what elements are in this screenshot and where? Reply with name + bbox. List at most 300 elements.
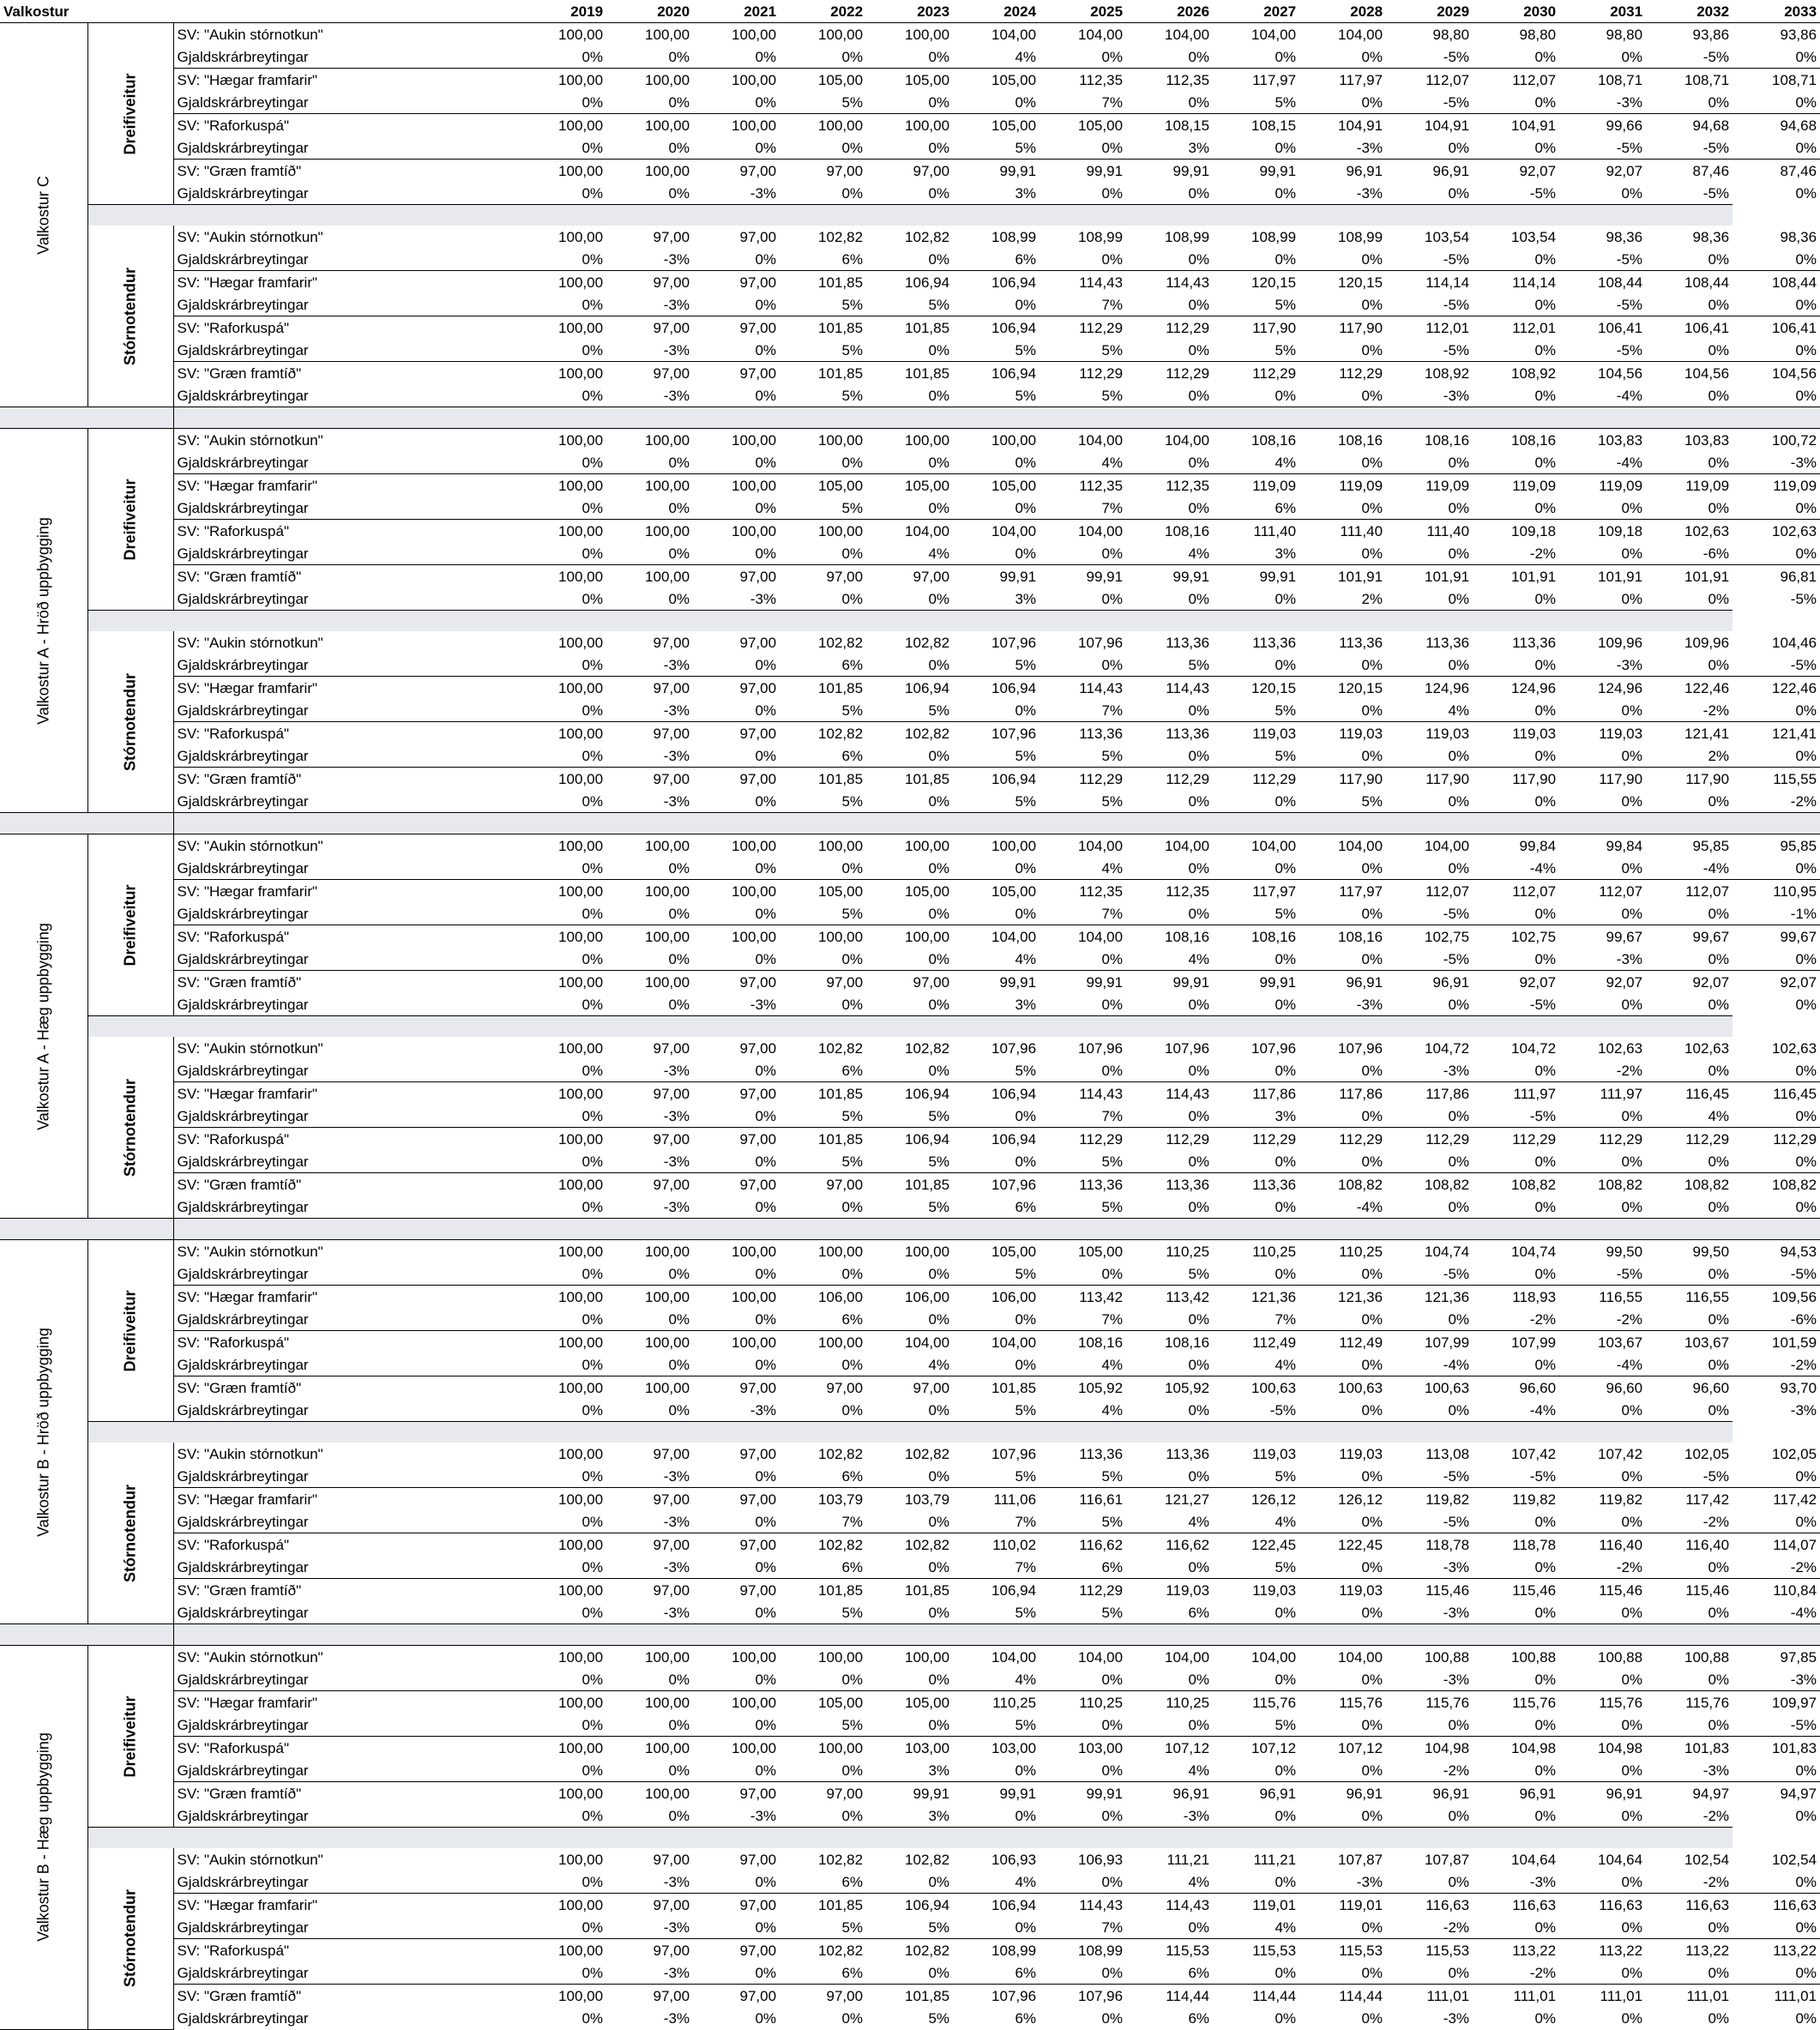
change-label[interactable]: Gjaldskrárbreytingar	[173, 339, 520, 362]
value-cell[interactable]: 98,80	[1606, 26, 1643, 43]
value-cell[interactable]: 104,98	[1386, 1737, 1473, 1760]
value-cell[interactable]: 99,91	[953, 160, 1040, 183]
value-cell[interactable]: 97,00	[693, 971, 780, 994]
value-cell[interactable]: 116,63	[1386, 1894, 1473, 1917]
value-cell[interactable]: 92,07	[1646, 971, 1733, 994]
value-cell[interactable]: 104,00	[866, 520, 953, 543]
change-cell[interactable]: 5%	[1015, 1265, 1037, 1282]
value-cell[interactable]: 119,01	[1213, 1894, 1299, 1917]
change-cell[interactable]: 0%	[1708, 1558, 1730, 1575]
value-cell[interactable]: 104,00	[1078, 431, 1124, 449]
change-cell[interactable]: 0%	[1015, 1919, 1037, 1936]
change-label[interactable]: Gjaldskrárbreytingar	[173, 1668, 520, 1691]
value-cell[interactable]: 121,36	[1213, 1286, 1299, 1309]
value-cell[interactable]: 96,91	[1299, 1782, 1386, 1805]
value-cell[interactable]: 96,91	[1473, 1782, 1559, 1805]
value-cell[interactable]: 100,00	[606, 1737, 693, 1760]
scenario-label[interactable]: SV: "Hægar framfarir"	[173, 1286, 520, 1309]
change-cell[interactable]: 0%	[1361, 1762, 1383, 1779]
value-cell[interactable]: 101,83	[1733, 1737, 1820, 1760]
value-cell[interactable]: 108,99	[953, 1939, 1040, 1962]
change-label[interactable]: Gjaldskrárbreytingar	[173, 1059, 520, 1082]
value-cell[interactable]: 96,60	[1646, 1376, 1733, 1400]
change-cell[interactable]: 6%	[841, 250, 864, 268]
change-cell[interactable]: -5%	[1702, 139, 1730, 156]
value-cell[interactable]: 106,41	[1559, 316, 1646, 340]
value-cell[interactable]: 99,91	[1213, 160, 1299, 183]
value-cell[interactable]: 100,00	[520, 565, 606, 588]
change-cell[interactable]: 5%	[1188, 1265, 1210, 1282]
change-cell[interactable]: 0%	[1188, 499, 1210, 516]
value-cell[interactable]: 100,00	[693, 1737, 780, 1760]
change-cell[interactable]: 0%	[668, 905, 690, 922]
value-cell[interactable]: 119,09	[1386, 474, 1473, 497]
value-cell[interactable]: 121,41	[1646, 722, 1733, 745]
value-cell[interactable]: 100,00	[520, 925, 606, 949]
value-cell[interactable]: 98,36	[1606, 228, 1643, 245]
value-cell[interactable]: 105,00	[780, 474, 866, 497]
value-cell[interactable]: 100,00	[780, 520, 866, 543]
value-cell[interactable]: 111,21	[1166, 1851, 1210, 1868]
value-cell[interactable]: 112,29	[1126, 316, 1213, 340]
change-cell[interactable]: 0%	[1534, 1558, 1557, 1575]
header-year[interactable]: 2022	[780, 0, 866, 23]
change-label[interactable]: Gjaldskrárbreytingar	[173, 1714, 520, 1737]
value-cell[interactable]: 109,18	[1559, 520, 1646, 543]
header-year[interactable]: 2020	[606, 0, 693, 23]
change-cell[interactable]: 0%	[928, 747, 950, 764]
change-cell[interactable]: 0%	[755, 1919, 777, 1936]
change-cell[interactable]: -3%	[663, 702, 690, 719]
value-cell[interactable]: 115,76	[1559, 1691, 1646, 1714]
value-cell[interactable]: 100,63	[1299, 1376, 1386, 1400]
change-cell[interactable]: 0%	[755, 1873, 777, 1890]
value-cell[interactable]: 113,36	[1425, 634, 1470, 651]
value-cell[interactable]: 110,25	[953, 1691, 1040, 1714]
value-cell[interactable]: 108,44	[1559, 271, 1646, 294]
change-cell[interactable]: 0%	[1795, 1198, 1817, 1215]
value-cell[interactable]: 100,00	[520, 271, 606, 294]
value-cell[interactable]: 97,00	[606, 1579, 693, 1602]
change-cell[interactable]: 0%	[755, 1310, 777, 1328]
change-cell[interactable]: 0%	[1101, 950, 1124, 967]
value-cell[interactable]: 100,00	[693, 925, 780, 949]
change-cell[interactable]: 0%	[1101, 545, 1124, 562]
value-cell[interactable]: 117,97	[1299, 880, 1386, 903]
change-cell[interactable]: 0%	[668, 93, 690, 111]
value-cell[interactable]: 100,00	[818, 1243, 864, 1260]
change-cell[interactable]: 0%	[755, 950, 777, 967]
change-cell[interactable]: 0%	[582, 184, 604, 202]
change-cell[interactable]: 0%	[1101, 139, 1124, 156]
value-cell[interactable]: 100,72	[1772, 431, 1817, 449]
change-cell[interactable]: 0%	[1448, 454, 1470, 471]
value-cell[interactable]: 99,91	[1126, 971, 1213, 994]
value-cell[interactable]: 104,56	[1733, 362, 1820, 385]
change-cell[interactable]: 0%	[1448, 1873, 1470, 1890]
value-cell[interactable]: 117,90	[1299, 768, 1386, 791]
change-cell[interactable]: 0%	[1188, 296, 1210, 313]
header-year[interactable]: 2027	[1213, 0, 1299, 23]
change-cell[interactable]: 0%	[1795, 1873, 1817, 1890]
value-cell[interactable]: 97,00	[693, 1488, 780, 1511]
scenario-label[interactable]: SV: "Hægar framfarir"	[173, 677, 520, 700]
value-cell[interactable]: 117,42	[1733, 1488, 1820, 1511]
change-label[interactable]: Gjaldskrárbreytingar	[173, 2007, 520, 2029]
change-cell[interactable]: 0%	[928, 139, 950, 156]
value-cell[interactable]: 115,76	[1473, 1691, 1559, 1714]
change-cell[interactable]: 0%	[1621, 1964, 1643, 1981]
change-cell[interactable]: -2%	[1529, 1310, 1557, 1328]
change-cell[interactable]: 0%	[1361, 545, 1383, 562]
change-label[interactable]: Gjaldskrárbreytingar	[173, 1759, 520, 1782]
change-cell[interactable]: 0%	[1361, 1107, 1383, 1124]
value-cell[interactable]: 105,00	[780, 1691, 866, 1714]
value-cell[interactable]: 113,36	[1252, 634, 1297, 651]
change-cell[interactable]: 0%	[1275, 1964, 1297, 1981]
value-cell[interactable]: 97,00	[693, 1128, 780, 1151]
value-cell[interactable]: 107,87	[1425, 1851, 1470, 1868]
change-cell[interactable]: 0%	[1534, 1356, 1557, 1373]
header-year[interactable]: 2024	[953, 0, 1040, 23]
change-cell[interactable]: -3%	[1443, 1604, 1470, 1621]
value-cell[interactable]: 119,03	[1299, 722, 1386, 745]
change-label[interactable]: Gjaldskrárbreytingar	[173, 1870, 520, 1894]
value-cell[interactable]: 106,00	[953, 1286, 1040, 1309]
change-cell[interactable]: 7%	[1101, 296, 1124, 313]
value-cell[interactable]: 112,29	[1040, 1579, 1126, 1602]
change-cell[interactable]: 0%	[582, 656, 604, 673]
value-cell[interactable]: 109,96	[1598, 634, 1643, 651]
scenario-label[interactable]: SV: "Hægar framfarir"	[173, 1488, 520, 1511]
value-cell[interactable]: 100,00	[558, 1243, 604, 1260]
change-cell[interactable]: 7%	[1101, 1310, 1124, 1328]
change-cell[interactable]: 6%	[1015, 2009, 1037, 2027]
value-cell[interactable]: 107,96	[991, 634, 1037, 651]
change-cell[interactable]: 0%	[1795, 1762, 1817, 1779]
value-cell[interactable]: 100,00	[520, 1173, 606, 1196]
change-cell[interactable]: 0%	[1534, 387, 1557, 404]
change-cell[interactable]: 0%	[1708, 1716, 1730, 1733]
value-cell[interactable]: 101,85	[780, 271, 866, 294]
value-cell[interactable]: 108,71	[1733, 69, 1820, 92]
value-cell[interactable]: 97,00	[739, 1851, 777, 1868]
value-cell[interactable]: 104,00	[1165, 1648, 1210, 1666]
value-cell[interactable]: 100,00	[818, 837, 864, 854]
change-label[interactable]: Gjaldskrárbreytingar	[173, 248, 520, 271]
value-cell[interactable]: 104,98	[1473, 1737, 1559, 1760]
change-cell[interactable]: 0%	[1275, 184, 1297, 202]
value-cell[interactable]: 109,97	[1733, 1691, 1820, 1714]
change-cell[interactable]: 3%	[1275, 545, 1297, 562]
change-cell[interactable]: 0%	[1188, 1716, 1210, 1733]
change-cell[interactable]: -3%	[750, 1807, 777, 1824]
value-cell[interactable]: 92,07	[1473, 160, 1559, 183]
value-cell[interactable]: 101,91	[1299, 565, 1386, 588]
value-cell[interactable]: 121,41	[1733, 722, 1820, 745]
change-cell[interactable]: 0%	[582, 1762, 604, 1779]
change-cell[interactable]: -3%	[663, 792, 690, 810]
change-cell[interactable]: 0%	[582, 1401, 604, 1419]
scenario-label[interactable]: SV: "Aukin stórnotkun"	[173, 1646, 520, 1669]
value-cell[interactable]: 93,70	[1733, 1376, 1820, 1400]
value-cell[interactable]: 103,54	[1425, 228, 1470, 245]
value-cell[interactable]: 110,25	[1166, 1243, 1210, 1260]
value-cell[interactable]: 100,00	[520, 316, 606, 340]
change-cell[interactable]: 0%	[1795, 1964, 1817, 1981]
change-cell[interactable]: 0%	[1361, 1062, 1383, 1079]
value-cell[interactable]: 100,00	[520, 1331, 606, 1354]
value-cell[interactable]: 114,07	[1733, 1533, 1820, 1557]
value-cell[interactable]: 97,00	[606, 1894, 693, 1917]
change-cell[interactable]: 0%	[668, 184, 690, 202]
value-cell[interactable]: 101,85	[780, 1082, 866, 1105]
value-cell[interactable]: 112,49	[1299, 1331, 1386, 1354]
value-cell[interactable]: 96,91	[1213, 1782, 1299, 1805]
value-cell[interactable]: 102,63	[1772, 1039, 1817, 1057]
value-cell[interactable]: 97,00	[693, 722, 780, 745]
change-cell[interactable]: 0%	[1275, 250, 1297, 268]
change-cell[interactable]: 0%	[668, 1401, 690, 1419]
change-cell[interactable]: 0%	[1621, 1107, 1643, 1124]
value-cell[interactable]: 119,09	[1473, 474, 1559, 497]
change-cell[interactable]: 5%	[841, 93, 864, 111]
change-label[interactable]: Gjaldskrárbreytingar	[173, 654, 520, 677]
change-label[interactable]: Gjaldskrárbreytingar	[173, 1510, 520, 1533]
value-cell[interactable]: 100,00	[645, 1243, 690, 1260]
change-cell[interactable]: 0%	[1448, 1401, 1470, 1419]
change-cell[interactable]: 0%	[1708, 950, 1730, 967]
change-label[interactable]: Gjaldskrárbreytingar	[173, 1308, 520, 1331]
change-cell[interactable]: 0%	[1101, 1964, 1124, 1981]
value-cell[interactable]: 99,91	[1126, 160, 1213, 183]
value-cell[interactable]: 124,96	[1386, 677, 1473, 700]
change-cell[interactable]: 0%	[1275, 1062, 1297, 1079]
change-cell[interactable]: 0%	[1534, 792, 1557, 810]
change-cell[interactable]: 0%	[1015, 1762, 1037, 1779]
value-cell[interactable]: 113,36	[1213, 1173, 1299, 1196]
value-cell[interactable]: 104,56	[1559, 362, 1646, 385]
change-cell[interactable]: 0%	[1188, 93, 1210, 111]
change-cell[interactable]: 0%	[841, 2009, 864, 2027]
change-cell[interactable]: -5%	[1443, 905, 1470, 922]
change-cell[interactable]: 5%	[841, 1716, 864, 1733]
value-cell[interactable]: 108,16	[1251, 431, 1297, 449]
change-cell[interactable]: 0%	[1361, 1807, 1383, 1824]
value-cell[interactable]: 99,66	[1559, 114, 1646, 137]
value-cell[interactable]: 108,71	[1646, 69, 1733, 92]
change-cell[interactable]: 0%	[582, 859, 604, 876]
value-cell[interactable]: 101,85	[866, 768, 953, 791]
value-cell[interactable]: 96,81	[1733, 565, 1820, 588]
scenario-label[interactable]: SV: "Raforkuspá"	[173, 1939, 520, 1962]
change-label[interactable]: Gjaldskrárbreytingar	[173, 857, 520, 880]
change-cell[interactable]: 0%	[755, 1762, 777, 1779]
change-cell[interactable]: 5%	[841, 387, 864, 404]
value-cell[interactable]: 108,16	[1126, 520, 1213, 543]
change-cell[interactable]: 0%	[841, 139, 864, 156]
value-cell[interactable]: 119,03	[1252, 1445, 1297, 1462]
value-cell[interactable]: 119,82	[1559, 1488, 1646, 1511]
value-cell[interactable]: 99,91	[1213, 565, 1299, 588]
change-cell[interactable]: 5%	[1015, 1604, 1037, 1621]
change-cell[interactable]: -4%	[1529, 1401, 1557, 1419]
value-cell[interactable]: 111,21	[1253, 1851, 1297, 1868]
value-cell[interactable]: 97,00	[866, 971, 953, 994]
change-cell[interactable]: 0%	[1188, 702, 1210, 719]
change-cell[interactable]: 0%	[1708, 499, 1730, 516]
change-cell[interactable]: 0%	[1534, 1604, 1557, 1621]
change-cell[interactable]: -3%	[1790, 454, 1817, 471]
value-cell[interactable]: 112,35	[1126, 474, 1213, 497]
value-cell[interactable]: 99,67	[1733, 925, 1820, 949]
change-cell[interactable]: 0%	[928, 93, 950, 111]
change-cell[interactable]: 0%	[1188, 1919, 1210, 1936]
scenario-label[interactable]: SV: "Hægar framfarir"	[173, 1082, 520, 1105]
change-cell[interactable]: 0%	[755, 1671, 777, 1688]
value-cell[interactable]: 104,00	[991, 26, 1037, 43]
change-cell[interactable]: -5%	[1616, 296, 1643, 313]
change-cell[interactable]: 6%	[1101, 1558, 1124, 1575]
value-cell[interactable]: 117,90	[1299, 316, 1386, 340]
value-cell[interactable]: 100,00	[520, 1691, 606, 1714]
value-cell[interactable]: 100,00	[606, 1376, 693, 1400]
change-label[interactable]: Gjaldskrárbreytingar	[173, 1465, 520, 1488]
change-cell[interactable]: 0%	[841, 454, 864, 471]
change-cell[interactable]: 0%	[1188, 250, 1210, 268]
value-cell[interactable]: 100,00	[606, 971, 693, 994]
change-cell[interactable]: 0%	[1188, 1671, 1210, 1688]
value-cell[interactable]: 101,91	[1386, 565, 1473, 588]
change-cell[interactable]: 0%	[582, 1107, 604, 1124]
change-cell[interactable]: -2%	[1702, 1873, 1730, 1890]
change-cell[interactable]: -5%	[1443, 341, 1470, 358]
change-cell[interactable]: 0%	[1188, 590, 1210, 607]
change-cell[interactable]: 0%	[1101, 250, 1124, 268]
change-cell[interactable]: 0%	[1621, 792, 1643, 810]
change-cell[interactable]: -3%	[663, 1513, 690, 1530]
value-cell[interactable]: 113,36	[1339, 634, 1383, 651]
change-cell[interactable]: 0%	[1534, 905, 1557, 922]
change-cell[interactable]: -3%	[1356, 184, 1383, 202]
header-year[interactable]: 2021	[693, 0, 780, 23]
change-cell[interactable]: 6%	[841, 1873, 864, 1890]
change-cell[interactable]: 0%	[1361, 1558, 1383, 1575]
value-cell[interactable]: 104,74	[1425, 1243, 1470, 1260]
value-cell[interactable]: 103,00	[953, 1737, 1040, 1760]
change-label[interactable]: Gjaldskrárbreytingar	[173, 542, 520, 565]
value-cell[interactable]: 106,94	[953, 768, 1040, 791]
change-cell[interactable]: 0%	[1708, 590, 1730, 607]
change-cell[interactable]: 0%	[928, 1873, 950, 1890]
scenario-label[interactable]: SV: "Raforkuspá"	[173, 316, 520, 340]
value-cell[interactable]: 96,91	[1386, 971, 1473, 994]
value-cell[interactable]: 110,25	[1252, 1243, 1297, 1260]
change-cell[interactable]: 6%	[1015, 1964, 1037, 1981]
value-cell[interactable]: 97,00	[693, 362, 780, 385]
value-cell[interactable]: 94,68	[1646, 114, 1733, 137]
value-cell[interactable]: 119,09	[1213, 474, 1299, 497]
value-cell[interactable]: 97,00	[693, 1579, 780, 1602]
change-cell[interactable]: 0%	[1448, 1310, 1470, 1328]
value-cell[interactable]: 122,45	[1299, 1533, 1386, 1557]
change-cell[interactable]: -3%	[1616, 93, 1643, 111]
change-cell[interactable]: -3%	[1443, 1558, 1470, 1575]
change-cell[interactable]: 0%	[755, 1513, 777, 1530]
value-cell[interactable]: 113,36	[1166, 1445, 1210, 1462]
value-cell[interactable]: 105,00	[991, 1243, 1037, 1260]
change-cell[interactable]: -3%	[1702, 1762, 1730, 1779]
value-cell[interactable]: 97,00	[606, 1533, 693, 1557]
scenario-label[interactable]: SV: "Hægar framfarir"	[173, 69, 520, 92]
value-cell[interactable]: 108,99	[1251, 228, 1297, 245]
change-cell[interactable]: -3%	[663, 1919, 690, 1936]
value-cell[interactable]: 99,91	[1040, 565, 1126, 588]
value-cell[interactable]: 99,91	[953, 1782, 1040, 1805]
value-cell[interactable]: 108,16	[1299, 925, 1386, 949]
value-cell[interactable]: 117,86	[1299, 1082, 1386, 1105]
scenario-label[interactable]: SV: "Aukin stórnotkun"	[173, 1240, 520, 1263]
value-cell[interactable]: 126,12	[1299, 1488, 1386, 1511]
value-cell[interactable]: 108,16	[1511, 431, 1557, 449]
value-cell[interactable]: 100,00	[905, 26, 950, 43]
change-cell[interactable]: 0%	[1448, 1198, 1470, 1215]
change-cell[interactable]: 6%	[841, 747, 864, 764]
change-cell[interactable]: -3%	[750, 590, 777, 607]
value-cell[interactable]: 97,00	[606, 1939, 693, 1962]
value-cell[interactable]: 116,62	[1040, 1533, 1126, 1557]
change-cell[interactable]: 0%	[1188, 1310, 1210, 1328]
value-cell[interactable]: 92,07	[1473, 971, 1559, 994]
change-cell[interactable]: 0%	[755, 139, 777, 156]
value-cell[interactable]: 114,43	[1040, 1894, 1126, 1917]
value-cell[interactable]: 116,63	[1559, 1894, 1646, 1917]
value-cell[interactable]: 113,22	[1733, 1939, 1820, 1962]
change-cell[interactable]: 0%	[755, 1558, 777, 1575]
change-cell[interactable]: 0%	[668, 859, 690, 876]
change-label[interactable]: Gjaldskrárbreytingar	[173, 1916, 520, 1939]
scenario-label[interactable]: SV: "Græn framtíð"	[173, 565, 520, 588]
change-cell[interactable]: 0%	[1015, 296, 1037, 313]
change-cell[interactable]: 0%	[1361, 341, 1383, 358]
change-cell[interactable]: 0%	[1361, 1716, 1383, 1733]
value-cell[interactable]: 112,29	[1733, 1128, 1820, 1151]
value-cell[interactable]: 113,42	[1126, 1286, 1213, 1309]
change-cell[interactable]: 0%	[1361, 702, 1383, 719]
value-cell[interactable]: 104,00	[1251, 26, 1297, 43]
header-year[interactable]: 2023	[866, 0, 953, 23]
value-cell[interactable]: 98,80	[1519, 26, 1557, 43]
change-cell[interactable]: 0%	[1101, 48, 1124, 65]
header-year[interactable]: 2028	[1299, 0, 1386, 23]
value-cell[interactable]: 104,00	[866, 1331, 953, 1354]
change-cell[interactable]: 0%	[582, 1153, 604, 1170]
value-cell[interactable]: 119,03	[1213, 1579, 1299, 1602]
change-cell[interactable]: -4%	[1616, 454, 1643, 471]
change-cell[interactable]: -4%	[1616, 387, 1643, 404]
value-cell[interactable]: 112,35	[1040, 880, 1126, 903]
change-label[interactable]: Gjaldskrárbreytingar	[173, 91, 520, 114]
value-cell[interactable]: 100,00	[520, 677, 606, 700]
change-cell[interactable]: 5%	[1015, 1716, 1037, 1733]
change-cell[interactable]: 0%	[1448, 996, 1470, 1013]
value-cell[interactable]: 113,22	[1559, 1939, 1646, 1962]
value-cell[interactable]: 122,45	[1213, 1533, 1299, 1557]
change-cell[interactable]: 0%	[841, 1265, 864, 1282]
change-label[interactable]: Gjaldskrárbreytingar	[173, 902, 520, 925]
value-cell[interactable]: 101,85	[780, 362, 866, 385]
change-cell[interactable]: 4%	[1188, 1762, 1210, 1779]
